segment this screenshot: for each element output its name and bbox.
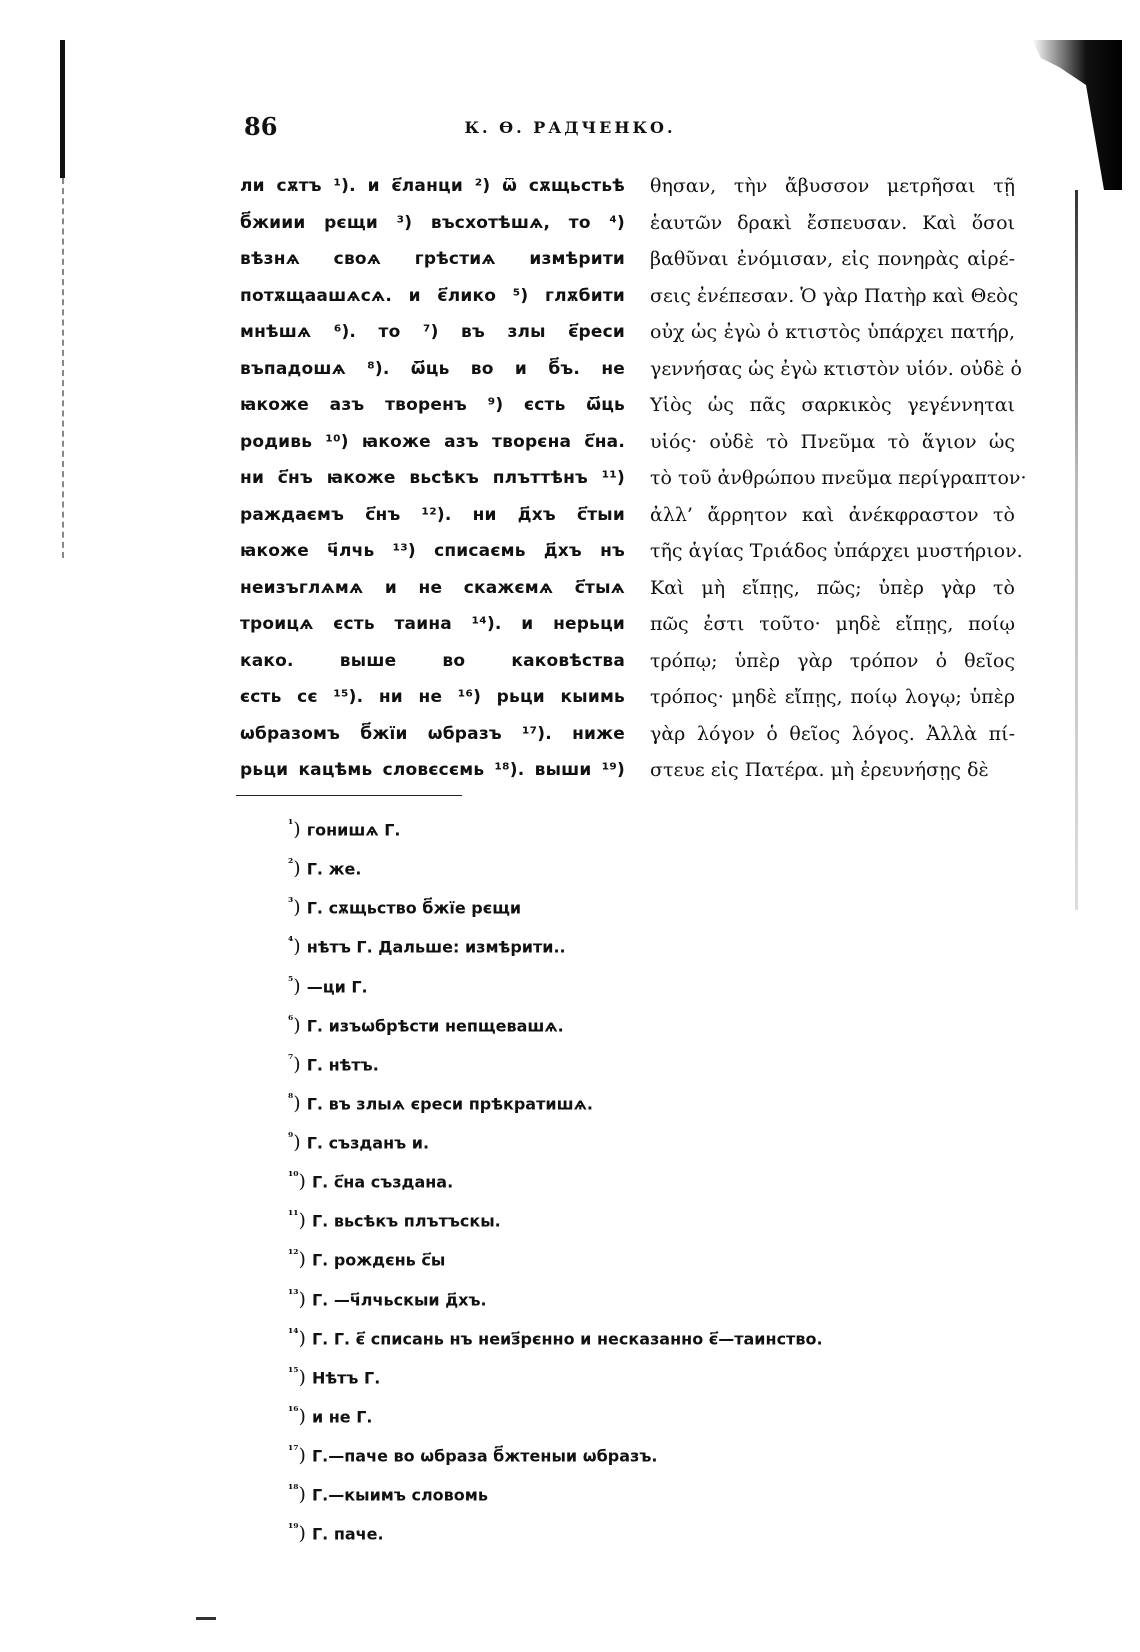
footnote-number: ¹⁹ [288, 1521, 299, 1536]
footnote: $^{^{10}}$) Г. с҃на създана. [288, 1169, 454, 1193]
text-line: ꙗкоже азъ творенъ ⁹) єсть ѿ҃ць [240, 395, 625, 415]
text-line: раждаємъ с҃нъ ¹²). ни д҃хъ с҃тыи [240, 504, 625, 525]
text-line: како. выше во каковѣства [240, 650, 625, 671]
text-line: єсть сє ¹⁵). ни не ¹⁶) рьци кыимь [240, 687, 625, 707]
text-line: ни с҃нъ ꙗкоже вьсѣкъ плъттѣнъ ¹¹) [240, 468, 625, 488]
footnote-number: ¹¹ [288, 1208, 299, 1223]
footnote-text: Г.—кыимъ словомь [311, 1485, 488, 1505]
footnote-number: ⁹ [288, 1130, 294, 1144]
footnote-number: ³ [288, 895, 294, 910]
footnote-number: ⁷ [288, 1051, 294, 1066]
greek-column [650, 168, 1027, 789]
footnote: $^{^{19}}$) Г. паче. [288, 1521, 384, 1545]
scan-margin-bar [60, 40, 65, 178]
footnote-text: Г. рождєнь с҃ы [311, 1250, 446, 1270]
footnote: $^{^{15}}$) Нѣтъ Г. [288, 1364, 381, 1389]
text-line: ꙗкоже ч҃лчь ¹³) списаємь д҃хъ нъ [240, 541, 625, 561]
text-line: ἀλλ’ ἄρρητον καὶ ἀνέκφραστον τὸ [650, 503, 1015, 526]
footnote-text: Г. вьсѣкъ плътъскы. [311, 1211, 501, 1231]
footnote-number: ⁵ [288, 973, 294, 988]
text-line: γεννήσας ὡς ἐγὼ κτιστὸν υἱόν. οὐδὲ ὁ [650, 357, 1022, 380]
church-slavonic-column [240, 168, 625, 789]
footnote: $^{^1}$) гонишѧ Г. [288, 817, 401, 841]
footnote: $^{^8}$) Г. въ злыѧ єреси прѣкратишѧ. [288, 1090, 593, 1115]
text-line: мнѣшѧ ⁶). то ⁷) въ злы є҃реси [240, 322, 625, 342]
footnote: $^{^{16}}$) и не Г. [288, 1403, 373, 1428]
footnote-number: ¹⁸ [288, 1482, 299, 1497]
footnotes [288, 808, 988, 1551]
footnote-text: Г. —ч҃лчьскыи д҃хъ. [311, 1289, 487, 1309]
footnote-number: ⁴ [288, 934, 294, 949]
text-line: Καὶ μὴ εἴπῃς, πῶς; ὑπὲρ γὰρ τὸ [650, 576, 1015, 599]
footnote-text: —ци Г. [306, 976, 368, 996]
footnote: $^{^3}$) Г. сѫщьство б҃жїе рєщи [288, 895, 522, 919]
footnote-rule [236, 795, 462, 796]
text-line: υἱός· οὐδὲ τὸ Πνεῦμα τὸ ἅγιον ὡς [650, 430, 1015, 453]
footnote: $^{^{11}}$) Г. вьсѣкъ плътъскы. [288, 1208, 501, 1232]
footnote-text: и не Г. [311, 1407, 373, 1427]
footnote-text: Г. паче. [311, 1524, 384, 1544]
text-line: Υἱὸς ὡς πᾶς σαρκικὸς γεγέννηται [650, 394, 1015, 416]
footnote-number: ¹³ [288, 1286, 299, 1301]
footnote: $^{^{17}}$) Г.—паче во ѡбраза б҃жтеныи ѡбразъ. [288, 1443, 658, 1467]
text-line: ли сѫтъ ¹). и є҃ланци ²) ѿ сѫщьстьѣ [240, 176, 625, 196]
footnote-text: нѣтъ Г. Дальше: измѣрити.. [306, 937, 566, 957]
text-line: πῶς ἐστι τοῦτο· μηδὲ εἴπῃς, ποίῳ [650, 613, 1015, 635]
footnote: $^{^{12}}$) Г. рождєнь с҃ы [288, 1247, 446, 1271]
text-line: въпадошѧ ⁸). ѿ҃ць во и б҃ъ. не [240, 358, 625, 379]
footnote-text: Г. нѣтъ. [306, 1055, 379, 1075]
text-line: τῆς ἁγίας Τριάδος ὑπάρχει μυστήριον. [650, 540, 1023, 562]
text-line: б҃жиии рєщи ³) въсхотѣшѧ, то ⁴) [240, 212, 625, 233]
text-line: στευε εἰς Πατέρα. μὴ ἐρευνήσῃς δὲ [650, 759, 989, 781]
text-line: ѡбразомъ б҃жїи ѡбразъ ¹⁷). ниже [240, 723, 625, 744]
footnote: $^{^6}$) Г. изъѡбрѣсти непщевашѧ. [288, 1012, 564, 1036]
footnote-text: Нѣтъ Г. [311, 1368, 381, 1388]
text-line: οὐχ ὡς ἐγὼ ὁ κτιστὸς ὑπάρχει πατήρ, [650, 321, 1015, 343]
text-line: троицѧ єсть таина ¹⁴). и нерьци [240, 614, 625, 634]
footnote-number: ¹⁷ [288, 1443, 299, 1457]
footnote-number: ² [288, 856, 294, 871]
scan-edge-line [1075, 190, 1078, 910]
text-line: τρόπῳ; ὑπὲρ γὰρ τρόπον ὁ θεῖος [650, 649, 1015, 672]
footnote: $^{^2}$) Г. же. [288, 856, 362, 880]
footnote-number: ¹⁴ [288, 1325, 299, 1340]
footnote: $^{^4}$) нѣтъ Г. Дальше: измѣрити.. [288, 934, 566, 958]
text-line: τὸ τοῦ ἀνθρώπου πνεῦμα περίγραπτον· [650, 467, 1027, 489]
scan-edge-shadow [1032, 40, 1122, 190]
footnote-number: ⁶ [288, 1012, 294, 1027]
footnote-text: гонишѧ Г. [306, 820, 401, 840]
footnote: $^{^{18}}$) Г.—кыимъ словомь [288, 1482, 488, 1506]
footnote: $^{^5}$) —ци Г. [288, 973, 368, 997]
scan-margin-trace [62, 178, 66, 558]
text-line: потѫщаашѧсѧ. и є҃лико ⁵) глѫбити [240, 285, 625, 306]
footnote: $^{^7}$) Г. нѣтъ. [288, 1051, 379, 1076]
text-line: σεις ἐνέπεσαν. Ὁ γὰρ Πατὴρ καὶ Θεὸς [650, 284, 1019, 307]
footnote-text: Г. с҃на създана. [311, 1172, 454, 1192]
footnote: $^{^9}$) Г. създанъ и. [288, 1130, 430, 1154]
footnote-number: ¹⁵ [288, 1364, 299, 1379]
text-line: θησαν, τὴν ἄβυσσον μετρῆσαι τῇ [650, 175, 1015, 197]
footnote-number: ¹⁰ [288, 1169, 299, 1184]
footnote-text: Г. же. [306, 859, 362, 879]
footnote-number: ¹⁶ [288, 1403, 299, 1418]
footnote-text: Г. сѫщьство б҃жїе рєщи [306, 898, 522, 918]
text-line: вѣзнѧ своѧ грѣстиѧ измѣрити [240, 249, 625, 269]
running-head: К. Ѳ. РАДЧЕНКО. [464, 118, 676, 137]
text-line: γὰρ λόγον ὁ θεῖος λόγος. Ἀλλὰ πί- [650, 722, 1015, 745]
footnote-text: Г.—паче во ѡбраза б҃жтеныи ѡбразъ. [311, 1446, 658, 1466]
page-number: 86 [244, 112, 278, 141]
footnote-number: ¹ [288, 817, 294, 831]
text-line: рьци кацѣмь словєсємь ¹⁸). выши ¹⁹) [240, 760, 625, 780]
text-line: родивь ¹⁰) ꙗкоже азъ творєна с҃на. [240, 431, 625, 452]
footnote-text: Г. изъѡбрѣсти непщевашѧ. [306, 1015, 564, 1035]
text-line: ἑαυτῶν δρακὶ ἔσπευσαν. Καὶ ὅσοι [650, 211, 1015, 234]
scan-speck [196, 1617, 216, 1620]
footnote: $^{^{14}}$) Г. Г. є҃ списань нъ неиз҃рєнно и несказанно є҃—таинство. [288, 1325, 823, 1349]
footnote-number: ⁸ [288, 1090, 294, 1105]
text-line: неизъглѧмѧ и не скажємѧ с҃тыѧ [240, 577, 625, 598]
text-line: τρόπος· μηδὲ εἴπῃς, ποίῳ λογῳ; ὑπὲρ [650, 686, 1015, 708]
footnote-text: Г. Г. є҃ списань нъ неиз҃рєнно и несказанно є҃—таинство. [311, 1328, 823, 1348]
footnote-text: Г. въ злыѧ єреси прѣкратишѧ. [306, 1094, 593, 1114]
footnote: $^{^{13}}$) Г. —ч҃лчьскыи д҃хъ. [288, 1286, 487, 1310]
footnote-number: ¹² [288, 1247, 299, 1262]
text-line: βαθῦναι ἐνόμισαν, εἰς πονηρὰς αἱρέ- [650, 248, 1015, 270]
footnote-text: Г. създанъ и. [306, 1133, 430, 1153]
